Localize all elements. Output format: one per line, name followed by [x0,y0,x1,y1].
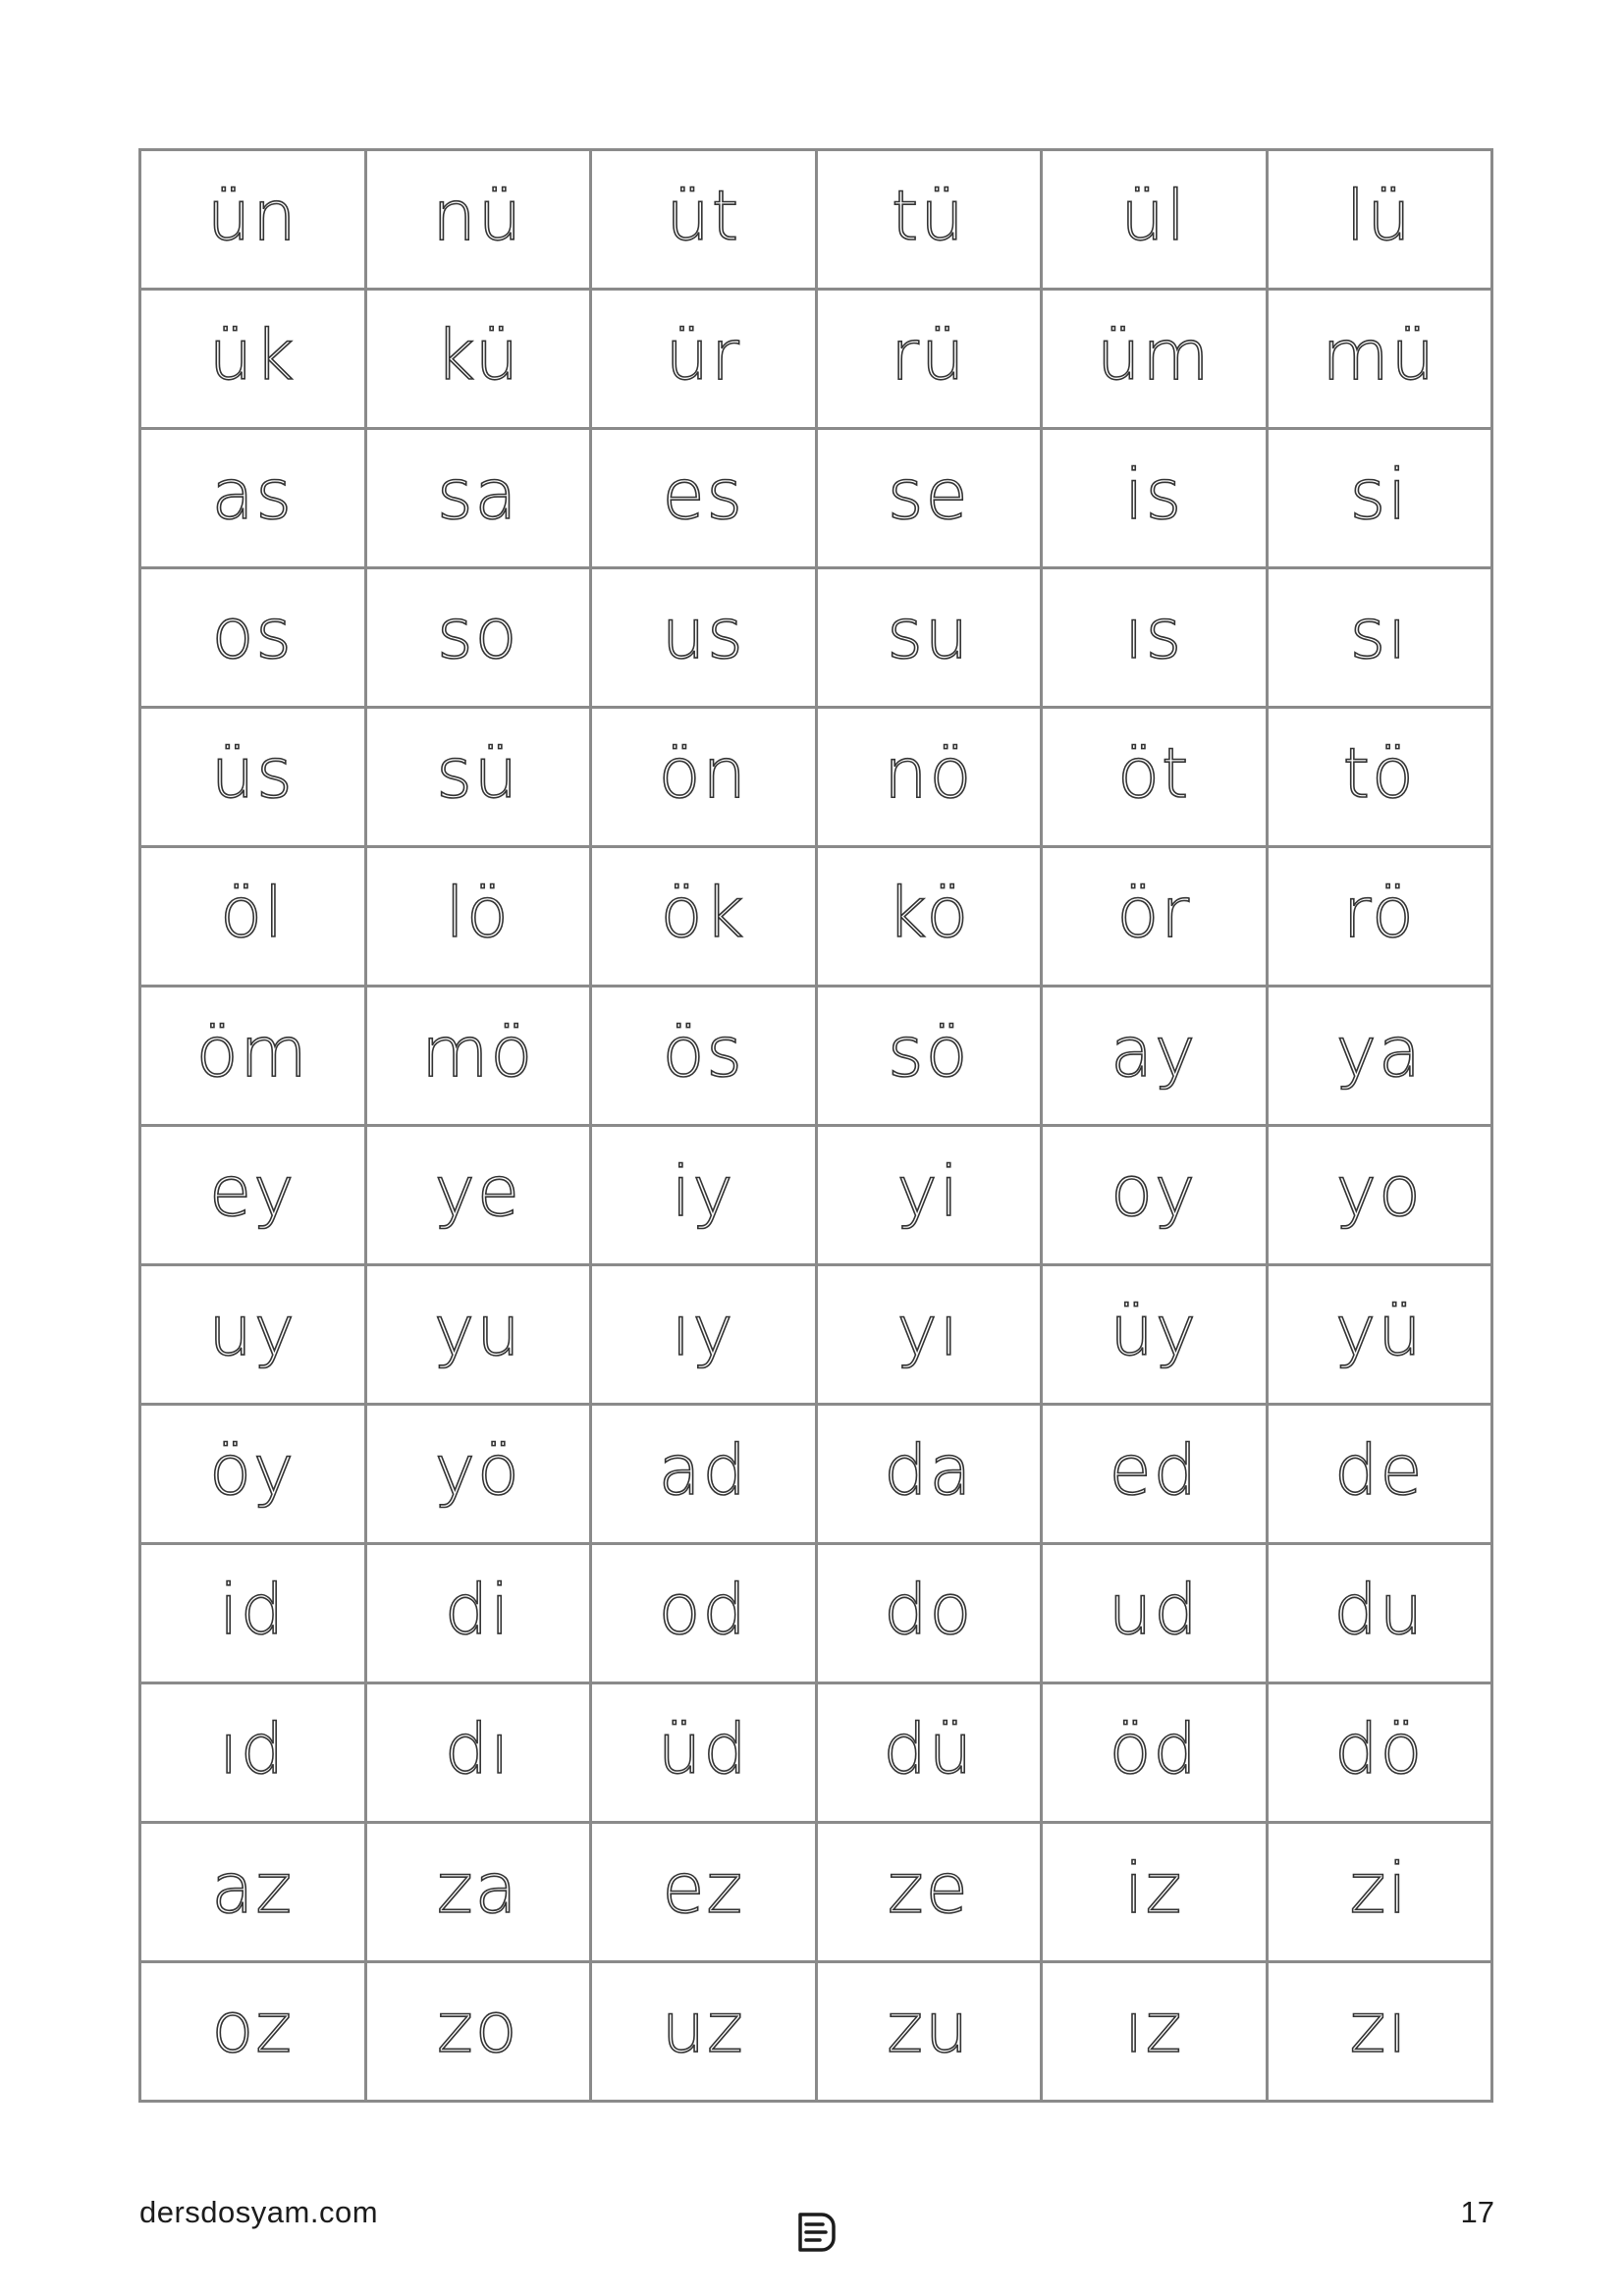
tracing-syllable: oz [211,1987,295,2068]
tracing-syllable: kö [887,872,971,953]
tracing-syllable: öt [1117,732,1191,814]
tracing-syllable: üd [657,1708,749,1789]
tracing-syllable: us [661,593,745,674]
grid-cell [365,1823,591,1962]
grid-cell [591,708,817,847]
grid-cell [1267,1126,1492,1265]
grid-cell [591,1962,817,2102]
tracing-syllable: ür [665,314,741,396]
grid-cell [140,847,366,987]
grid-cell [140,1405,366,1544]
tracing-syllable: ös [662,1011,744,1093]
tracing-syllable: mü [1322,314,1437,396]
grid-cell [591,568,817,708]
grid-cell [1042,1405,1268,1544]
grid-cell [365,290,591,429]
tracing-syllable: rö [1342,872,1416,953]
grid-cell [591,847,817,987]
grid-row [140,708,1492,847]
grid-cell [140,290,366,429]
tracing-syllable: ya [1335,1011,1423,1093]
grid-cell [1042,568,1268,708]
tracing-syllable: sö [888,1011,970,1093]
grid-cell [365,708,591,847]
tracing-syllable: as [211,454,294,535]
tracing-syllable: yu [433,1290,522,1371]
grid-cell [1042,429,1268,568]
grid-cell [591,150,817,290]
tracing-syllable: su [887,593,971,674]
footer-site-name: dersdosyam.com [139,2195,379,2229]
page-number: 17 [1460,2195,1494,2229]
grid-row [140,847,1492,987]
grid-cell [816,1962,1042,2102]
tracing-syllable: du [1333,1569,1426,1650]
grid-cell [591,290,817,429]
tracing-syllable: ız [1124,1987,1184,2068]
grid-cell [1267,290,1492,429]
tracing-syllable: yö [434,1429,521,1511]
grid-cell [816,1126,1042,1265]
grid-cell [816,847,1042,987]
tracing-syllable: kü [435,314,521,396]
grid-cell [816,568,1042,708]
tracing-syllable: ül [1120,175,1188,256]
grid-cell [1267,847,1492,987]
tracing-syllable: rü [891,314,967,396]
tracing-syllable: lü [1345,175,1413,256]
grid-cell [591,1823,817,1962]
grid-cell [140,1823,366,1962]
tracing-syllable: uy [208,1290,298,1371]
grid-cell [1267,1683,1492,1823]
tracing-syllable: iz [1124,1847,1184,1929]
tracing-syllable: ök [660,872,746,953]
grid-row [140,1126,1492,1265]
grid-cell [140,1265,366,1405]
tracing-syllable: de [1334,1429,1425,1511]
grid-cell [365,1405,591,1544]
tracing-syllable: da [884,1429,974,1511]
tracing-syllable: yü [1334,1290,1424,1371]
tracing-syllable: yı [896,1290,961,1371]
grid-cell [591,1405,817,1544]
grid-row [140,1683,1492,1823]
grid-cell [1267,568,1492,708]
grid-cell [365,429,591,568]
grid-cell [140,150,366,290]
grid-cell [1267,1962,1492,2102]
tracing-syllable: öd [1109,1708,1199,1789]
tracing-syllable: ay [1110,1011,1198,1093]
grid-cell [365,1126,591,1265]
tracing-syllable: oy [1110,1150,1198,1232]
tracing-syllable: ıs [1124,593,1184,674]
tracing-syllable: is [1124,454,1184,535]
grid-row [140,1405,1492,1544]
tracing-syllable: zi [1349,1847,1409,1929]
tracing-syllable: yi [896,1150,961,1232]
tracing-syllable: zı [1349,1987,1409,2068]
grid-cell [365,847,591,987]
grid-cell [1042,847,1268,987]
tracing-syllable: ıy [671,1290,735,1371]
grid-cell [365,1265,591,1405]
grid-cell [591,1126,817,1265]
grid-cell [1042,1823,1268,1962]
grid-cell [816,290,1042,429]
tracing-syllable: ük [208,314,297,396]
tracing-syllable: dı [444,1708,512,1789]
tracing-syllable: üt [666,175,741,256]
tracing-syllable: ud [1108,1569,1200,1650]
grid-cell [816,1265,1042,1405]
tracing-syllable: dö [1334,1708,1425,1789]
tracing-syllable: ün [206,175,298,256]
grid-cell [1042,1126,1268,1265]
tracing-syllable: za [436,1847,519,1929]
grid-cell [140,708,366,847]
grid-cell [816,987,1042,1126]
grid-cell [1267,708,1492,847]
tracing-syllable: az [211,1847,295,1929]
tracing-syllable: üy [1110,1290,1199,1371]
tracing-syllable: se [887,454,970,535]
grid-row [140,987,1492,1126]
tracing-syllable: üs [210,732,295,814]
tracing-syllable: ze [887,1847,970,1929]
tracing-syllable: tö [1342,732,1416,814]
grid-cell [1042,1683,1268,1823]
tracing-syllable: ye [434,1150,521,1232]
grid-cell [1042,150,1268,290]
tracing-syllable: so [437,593,519,674]
grid-cell [365,150,591,290]
tracing-syllable: do [884,1569,974,1650]
grid-cell [365,987,591,1126]
grid-cell [816,708,1042,847]
grid-cell [140,1126,366,1265]
grid-row [140,429,1492,568]
grid-cell [140,1962,366,2102]
tracing-syllable: id [219,1569,287,1650]
tracing-syllable: si [1349,454,1409,535]
tracing-syllable: ez [662,1847,745,1929]
tracing-syllable: sü [436,732,520,814]
tracing-syllable: uz [661,1987,745,2068]
grid-cell [1267,1544,1492,1683]
grid-cell [1042,1265,1268,1405]
tracing-syllable: os [211,593,294,674]
grid-cell [591,987,817,1126]
grid-cell [816,429,1042,568]
grid-cell [365,1962,591,2102]
grid-row [140,1544,1492,1683]
grid-row [140,150,1492,290]
grid-cell [365,1683,591,1823]
grid-cell [365,568,591,708]
document-lines-icon [792,2209,838,2254]
tracing-syllable: ör [1116,872,1192,953]
tracing-syllable: ıd [219,1708,287,1789]
grid-cell [1042,987,1268,1126]
tracing-syllable: sa [437,454,519,535]
grid-cell [816,1823,1042,1962]
grid-cell [1042,290,1268,429]
tracing-syllable: zu [887,1987,971,2068]
grid-row [140,1823,1492,1962]
grid-cell [816,1544,1042,1683]
tracing-syllable: tü [891,175,966,256]
tracing-syllable: iy [671,1150,735,1232]
grid-cell [591,1683,817,1823]
grid-cell [1042,708,1268,847]
tracing-syllable: mö [421,1011,535,1093]
grid-cell [1267,429,1492,568]
grid-cell [591,429,817,568]
tracing-syllable: ed [1109,1429,1199,1511]
tracing-syllable: ön [658,732,748,814]
grid-cell [140,429,366,568]
grid-cell [1267,1265,1492,1405]
tracing-syllable: öm [195,1011,309,1093]
tracing-syllable: di [444,1569,512,1650]
grid-cell [1267,1823,1492,1962]
grid-cell [816,1405,1042,1544]
grid-cell [140,568,366,708]
grid-row [140,290,1492,429]
tracing-syllable: od [658,1569,748,1650]
grid-row [140,1265,1492,1405]
tracing-syllable: nü [432,175,524,256]
tracing-syllable: öl [220,872,286,953]
syllable-tracing-grid [138,148,1493,2103]
tracing-syllable: yo [1335,1150,1423,1232]
grid-cell [816,1683,1042,1823]
grid-cell [1267,1405,1492,1544]
tracing-syllable: ey [209,1150,297,1232]
grid-cell [591,1265,817,1405]
grid-row [140,1962,1492,2102]
tracing-syllable: sı [1349,593,1409,674]
tracing-syllable: dü [883,1708,975,1789]
tracing-syllable: zo [436,1987,519,2068]
grid-cell [591,1544,817,1683]
tracing-syllable: öy [209,1429,297,1511]
grid-cell [140,987,366,1126]
tracing-syllable: ad [658,1429,748,1511]
tracing-syllable: üm [1096,314,1212,396]
grid-cell [1042,1962,1268,2102]
grid-cell [816,150,1042,290]
tracing-syllable: nö [884,732,974,814]
tracing-syllable: es [662,454,745,535]
grid-cell [1267,987,1492,1126]
grid-cell [1267,150,1492,290]
grid-cell [1042,1544,1268,1683]
tracing-syllable: lö [445,872,511,953]
grid-cell [140,1683,366,1823]
grid-cell [140,1544,366,1683]
grid-cell [365,1544,591,1683]
grid-row [140,568,1492,708]
